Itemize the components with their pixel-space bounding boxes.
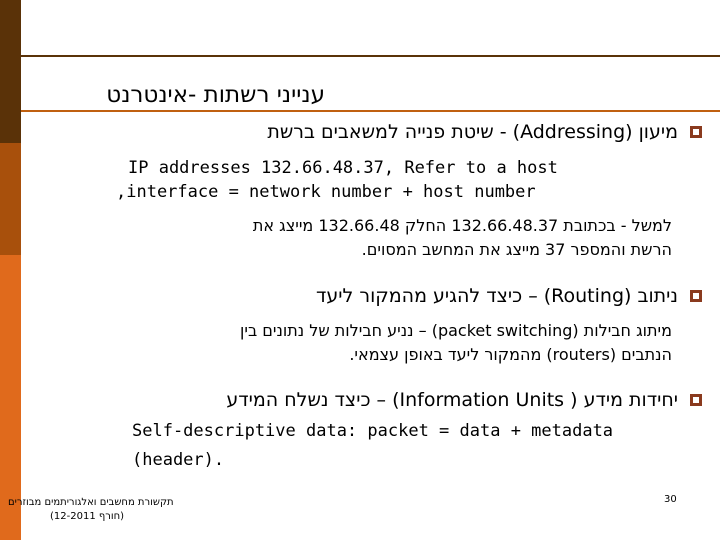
- top-divider: [21, 55, 720, 57]
- footer-course-name: תקשורת מחשבים ואלגוריתמים מבוזרים: [8, 497, 174, 508]
- sidebar-segment-dark: [0, 0, 21, 143]
- units-detail-line1: Self-descriptive data: packet = data + metadata: [132, 421, 614, 441]
- page-number: 30: [664, 494, 677, 505]
- bullet-information-units: יחידות מידע ( Information Units) – כיצד נשלח המידע: [226, 389, 678, 411]
- bullet-icon: [690, 126, 702, 138]
- sidebar-decoration: [0, 0, 21, 540]
- addressing-detail-line2: ,interface = network number + host number: [116, 182, 536, 202]
- routing-detail-line2: הנתבים (routers) מהמקור ליעד באופן עצמאי.: [349, 345, 672, 364]
- sidebar-segment-mid: [0, 143, 21, 255]
- routing-detail-line1: מיתוג חבילות (packet switching) – נניע חבילות של נתונים בין: [240, 321, 672, 340]
- title-divider: [21, 110, 720, 112]
- footer-semester: (חורף 12-2011): [50, 511, 125, 522]
- addressing-example-line1: למשל - בכתובת 132.66.48.37 החלק 132.66.48 מייצג את: [252, 216, 672, 235]
- bullet-icon: [690, 394, 702, 406]
- addressing-example-line2: הרשת והמספר 37 מייצג את המחשב המסוים.: [361, 240, 672, 259]
- slide-title: ענייני רשתות -אינטרנט: [106, 82, 325, 108]
- units-detail-line2: (header).: [132, 450, 225, 470]
- bullet-routing: ניתוב (Routing) – כיצד להגיע מהמקור ליעד: [316, 285, 678, 307]
- bullet-addressing: מיעון (Addressing) - שיטת פנייה למשאבים ברשת: [267, 121, 678, 143]
- bullet-icon: [690, 290, 702, 302]
- addressing-detail-line1: IP addresses 132.66.48.37, Refer to a host: [128, 158, 558, 178]
